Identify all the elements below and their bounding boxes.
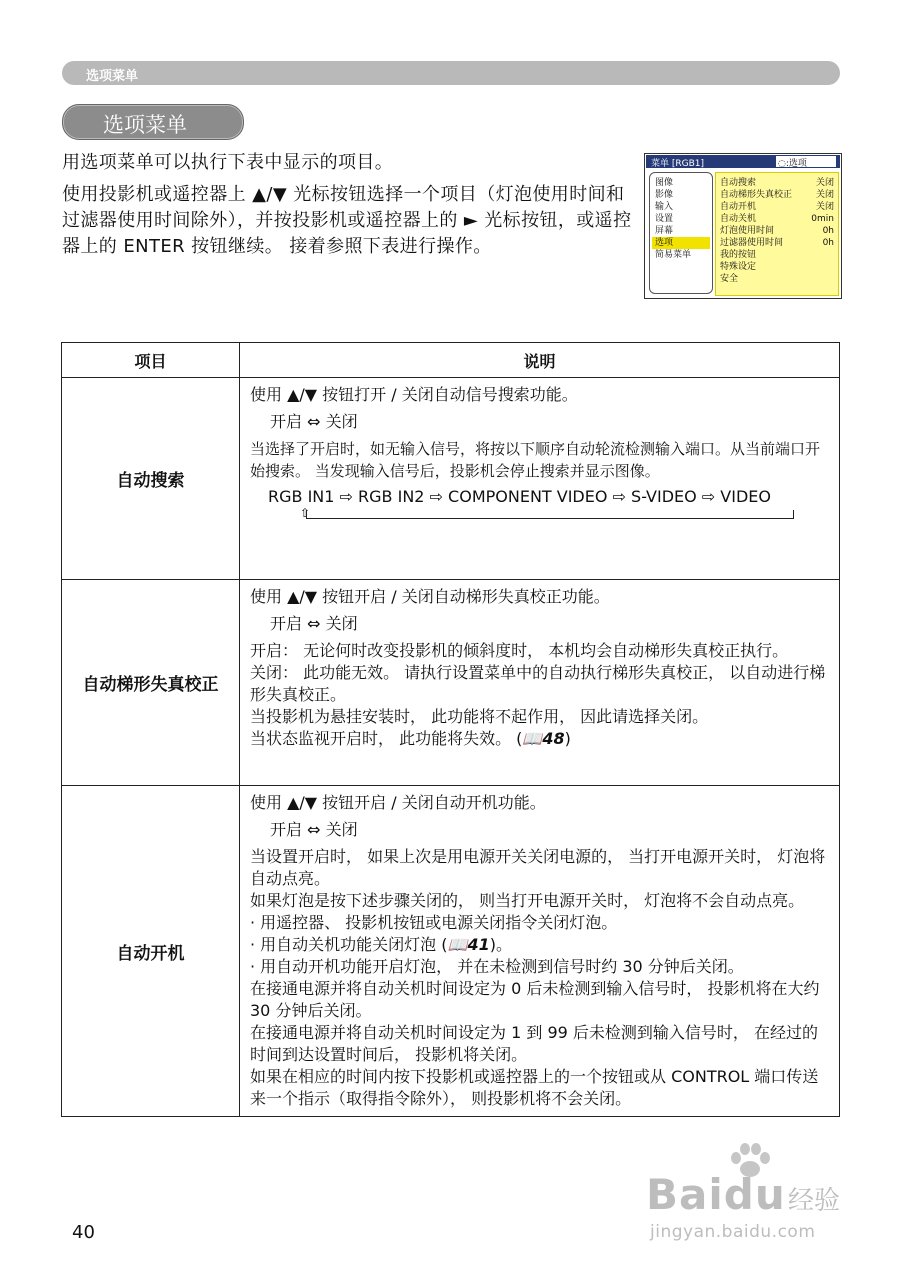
row-desc-auto-power-on: [240, 786, 840, 1117]
menu-option-row: 自动关机 0min: [720, 214, 834, 224]
row-name-auto-keystone: 自动梯形失真校正: [62, 580, 240, 786]
row-desc-auto-keystone: [240, 580, 840, 786]
select-icon: ◌: [778, 159, 786, 169]
desc-line: 当设置开启时， 如果上次是用电源开关关闭电源的， 当打开电源开关时， 灯泡将自动点亮。: [250, 847, 826, 888]
desc-line: 开启： 无论何时改变投影机的倾斜度时， 本机均会自动梯形失真校正执行。: [250, 641, 789, 660]
desc-line: 当状态监视开启时， 此功能将失效。 (📖48): [250, 729, 571, 748]
desc-line: 如果灯泡是按下述步骤关闭的， 则当打开电源开关时， 灯泡将不会自动点亮。: [250, 891, 805, 910]
desc-line: 当选择了开启时，如无输入信号，将按以下顺序自动轮流检测输入端口。从当前端口开始搜索。 当发现输入信号后，投影机会停止搜索并显示图像。: [250, 440, 821, 480]
menu-title: 菜单 [RGB1]: [651, 159, 705, 169]
search-sequence: [250, 486, 829, 530]
desc-line: 在接通电源并将自动关机时间设定为 0 后未检测到输入信号时， 投影机将在大约 30 分钟后关闭。: [250, 979, 820, 1020]
menu-option-row: 特殊设定: [720, 262, 757, 272]
page-number: 40: [72, 1222, 95, 1243]
desc-option: 开启 ⇔ 关闭: [270, 820, 358, 839]
menu-option-row: 过滤器使用时间 0h: [720, 238, 834, 248]
menu-option-row: 自动梯形失真校正 关闭: [720, 190, 834, 200]
desc-option: 开启 ⇔ 关闭: [270, 614, 358, 633]
book-ref-48: 📖48: [522, 729, 565, 748]
intro-text: [62, 150, 637, 266]
row-desc-auto-search: [240, 378, 840, 580]
options-menu-screenshot: [644, 153, 842, 299]
menu-option-row: 灯泡使用时间 0h: [720, 226, 834, 236]
loop-arrow-icon: ⇧: [300, 506, 311, 520]
menu-option-list: [715, 172, 839, 296]
baidu-watermark: [640, 1140, 850, 1250]
menu-category-item-selected: 选项: [652, 237, 710, 249]
watermark-brand: Baidu: [646, 1170, 786, 1219]
section-title: 选项菜单: [103, 113, 187, 137]
menu-option-row: 自动搜索 关闭: [720, 178, 834, 188]
desc-line: 当投影机为悬挂安装时， 此功能将不起作用， 因此请选择关闭。: [250, 707, 709, 726]
table-header-row: [62, 343, 840, 378]
desc-line: 如果在相应的时间内按下投影机或遥控器上的一个按钮或从 CONTROL 端口传送来一个指示（取得指令除外）， 则投影机将不会关闭。: [250, 1067, 819, 1108]
section-title-pill: [62, 104, 244, 140]
table-row: [62, 580, 840, 786]
header-title: 选项菜单: [86, 69, 139, 84]
sequence-text: RGB IN1 ⇨ RGB IN2 ⇨ COMPONENT VIDEO ⇨ S-VIDEO ⇨ VIDEO: [268, 487, 771, 506]
desc-line: · 用自动关机功能关闭灯泡 (📖41)。: [250, 935, 512, 954]
header-bar: [62, 61, 840, 85]
menu-option-row: 自动开机 关闭: [720, 202, 834, 212]
menu-category-item: 简易菜单: [655, 250, 692, 260]
intro-paragraph-2: 使用投影机或遥控器上 ▲/▼ 光标按钮选择一个项目（灯泡使用时间和 过滤器使用时间除外），并按投影机或遥控器上的 ► 光标按钮，或遥控器上的 ENTER 按钮继续。 接着参照下表进行操作。: [62, 184, 632, 257]
row-name-auto-search: 自动搜索: [62, 378, 240, 580]
loop-back-line: [306, 510, 794, 519]
menu-category-item: 输入: [655, 202, 674, 212]
desc-line: · 用自动开机功能开启灯泡， 并在未检测到信号时约 30 分钟后关闭。: [250, 957, 744, 976]
table-row: [62, 786, 840, 1117]
book-ref-41: 📖41: [447, 935, 490, 954]
menu-category-list: [649, 172, 713, 294]
desc-lead: 使用 ▲/▼ 按钮开启 / 关闭自动开机功能。: [250, 793, 546, 812]
watermark-url: jingyan.baidu.com: [650, 1222, 816, 1242]
menu-category-item: 图像: [655, 178, 674, 188]
row-name-auto-power-on: 自动开机: [62, 786, 240, 1117]
column-header-description: 说明: [240, 343, 840, 378]
menu-category-item: 屏幕: [655, 226, 674, 236]
desc-lead: 使用 ▲/▼ 按钮打开 / 关闭自动信号搜索功能。: [250, 385, 578, 404]
menu-option-row: 安全: [720, 274, 739, 284]
menu-option-row: 我的按钮: [720, 250, 757, 260]
desc-line: 关闭： 此功能无效。 请执行设置菜单中的自动执行梯形失真校正， 以自动进行梯形失真校正。: [250, 663, 826, 704]
menu-header: [646, 155, 840, 168]
desc-option: 开启 ⇔ 关闭: [270, 412, 358, 431]
watermark-cn: 经验: [788, 1186, 841, 1216]
column-header-item: 项目: [62, 343, 240, 378]
menu-option-label: ◌:选项: [776, 156, 836, 167]
desc-line: 在接通电源并将自动关机时间设定为 1 到 99 后未检测到输入信号时， 在经过的时间到达设置时间后， 投影机将关闭。: [250, 1023, 818, 1064]
menu-category-item: 影像: [655, 190, 674, 200]
desc-lead: 使用 ▲/▼ 按钮开启 / 关闭自动梯形失真校正功能。: [250, 587, 610, 606]
table-row: [62, 378, 840, 580]
options-table: [61, 342, 840, 1117]
desc-line: · 用遥控器、 投影机按钮或电源关闭指令关闭灯泡。: [250, 913, 618, 932]
menu-category-item: 设置: [655, 214, 674, 224]
intro-paragraph-1: 用选项菜单可以执行下表中显示的项目。: [62, 152, 394, 173]
